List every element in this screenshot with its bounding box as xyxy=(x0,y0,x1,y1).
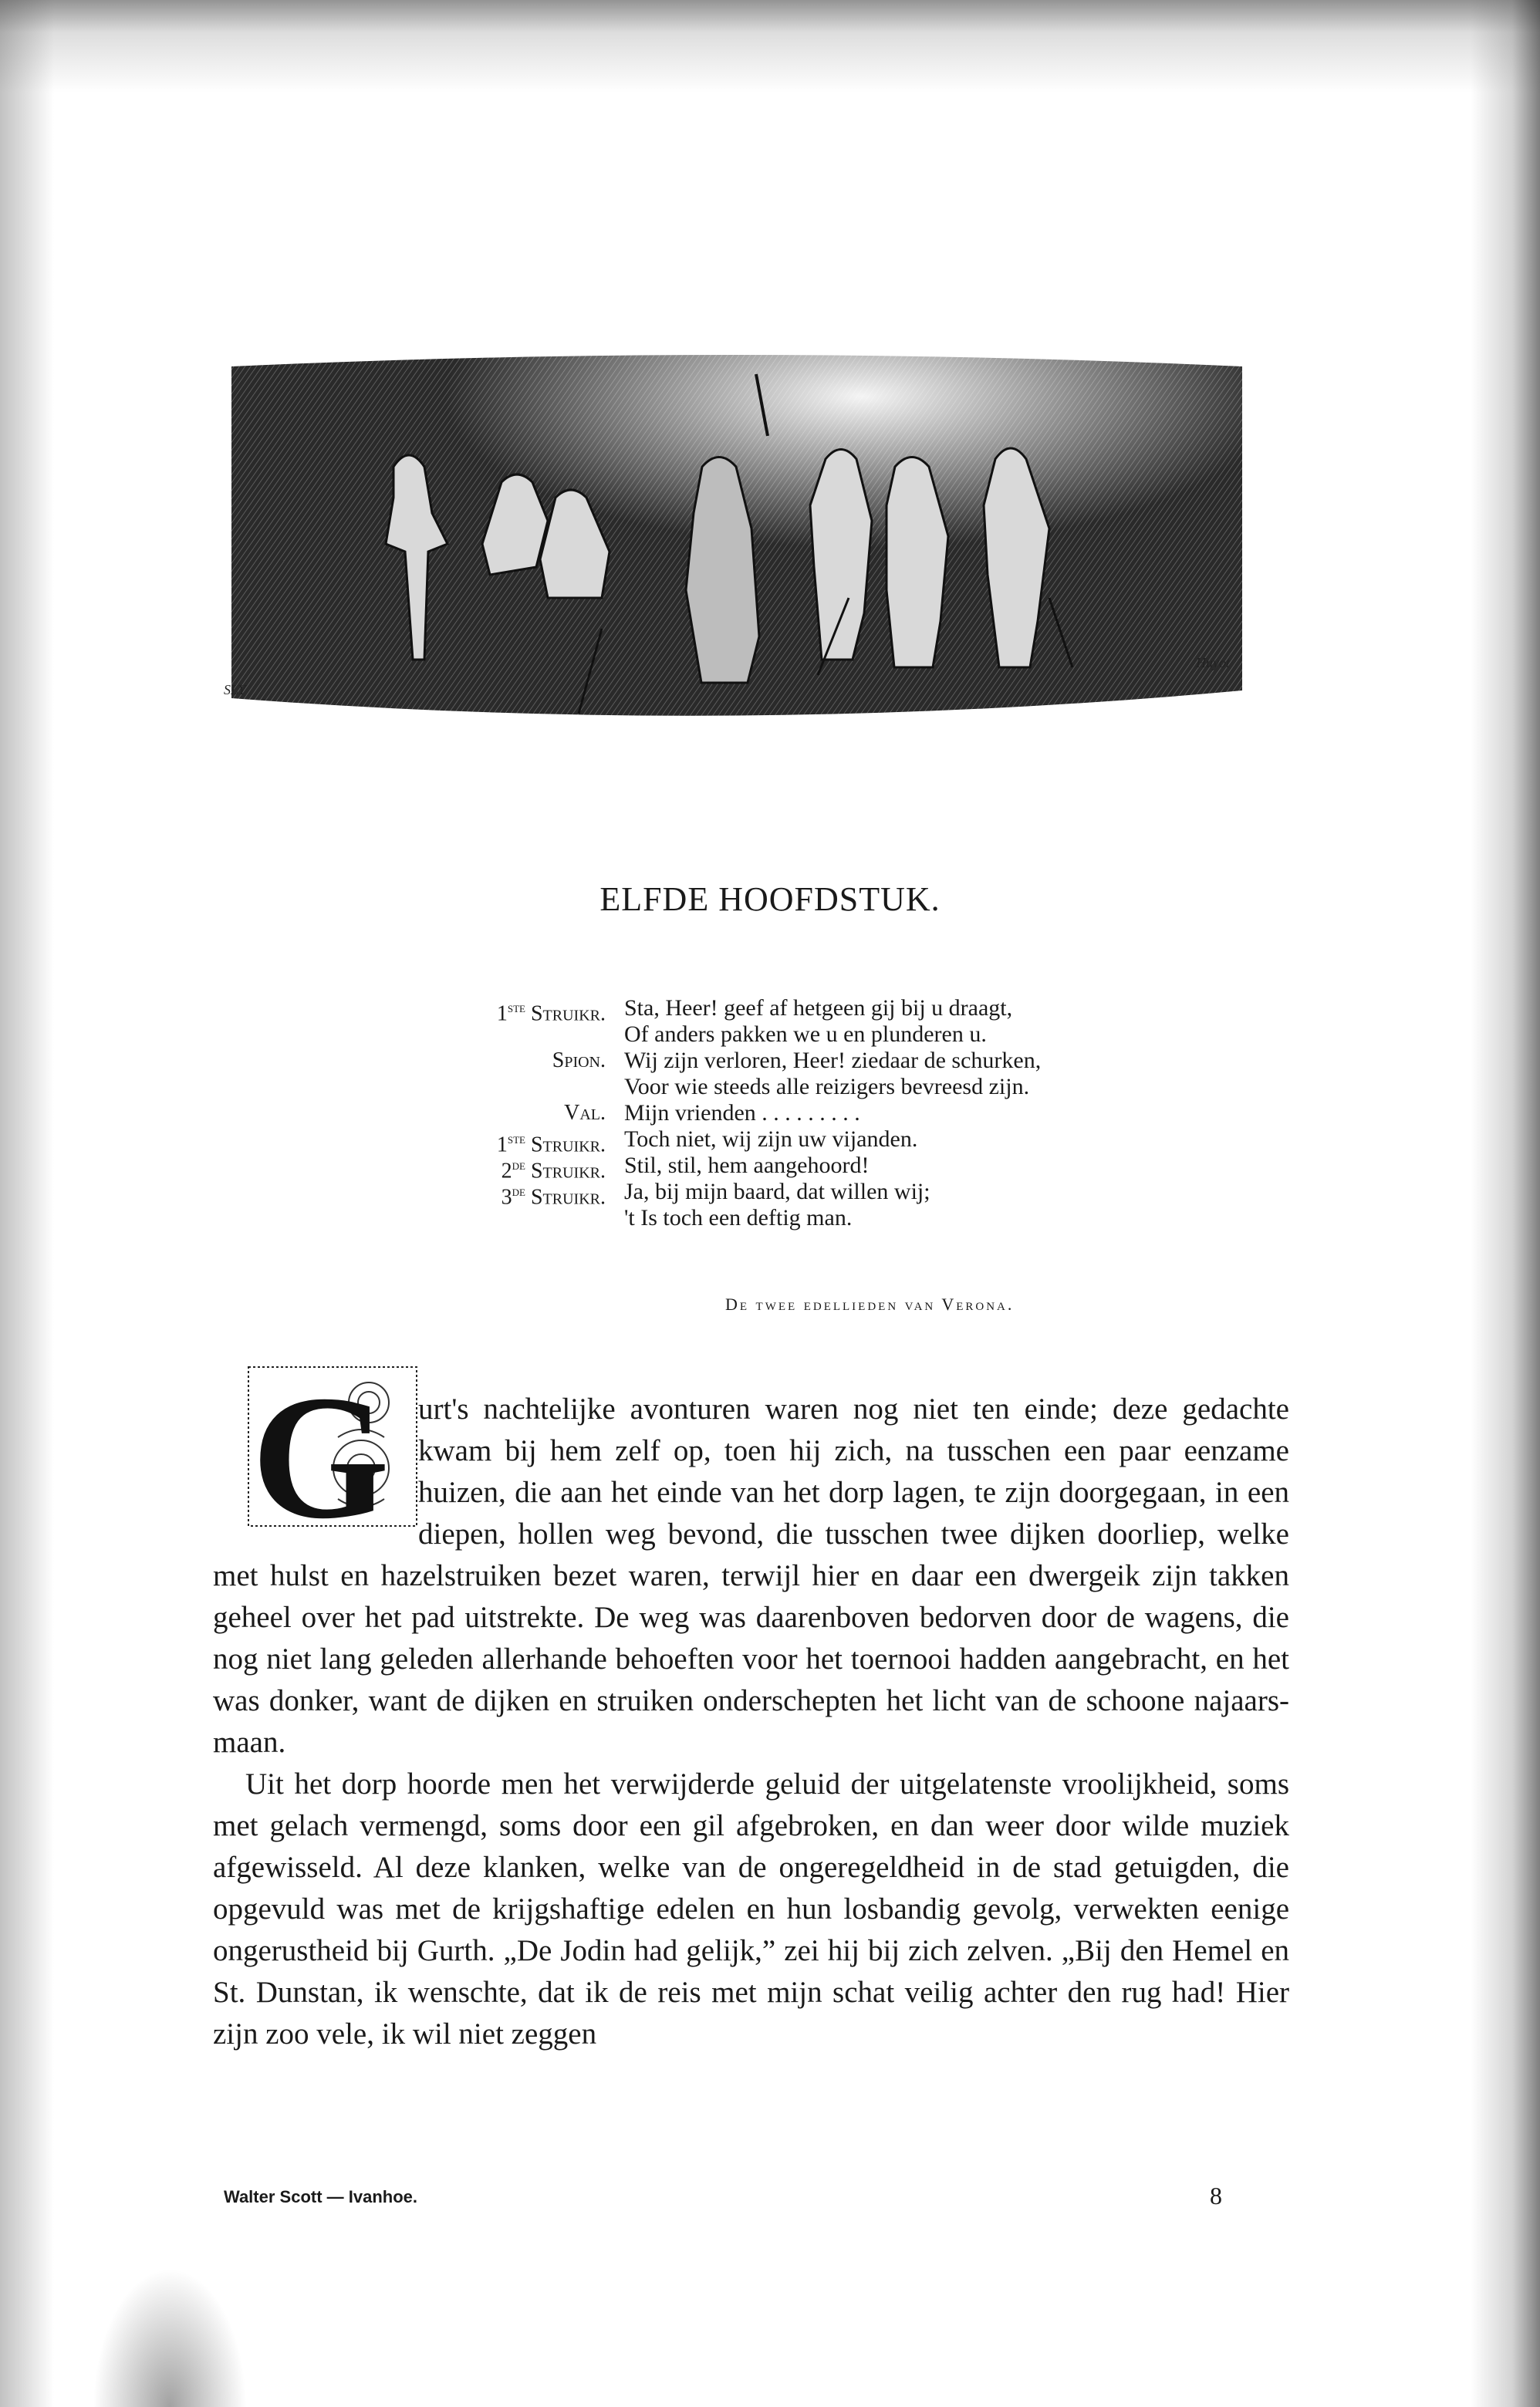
speaker-name: Spion. xyxy=(552,1048,606,1072)
speaker-ordinal: de xyxy=(512,1157,525,1173)
speaker-number: 1 xyxy=(496,1001,508,1026)
artist-signature-right: Huyot xyxy=(1196,655,1230,670)
speaker-number: 3 xyxy=(501,1185,512,1210)
motto-line: 't Is toch een deftig man. xyxy=(624,1205,853,1231)
motto-row xyxy=(417,1100,1265,1126)
speaker-name: Struikr. xyxy=(530,1159,606,1183)
footer-signature-number: 8 xyxy=(1210,2182,1222,2210)
motto-line: Ja, bij mijn baard, dat willen wij; xyxy=(624,1179,930,1204)
speaker-number: 1 xyxy=(496,1133,508,1157)
speaker-ordinal: ste xyxy=(507,1131,525,1147)
motto-line: Mijn vrienden . . . . . . . . . xyxy=(624,1100,860,1126)
motto-row xyxy=(417,1074,1265,1100)
motto-line: Sta, Heer! geef af hetgeen gij bij u draagt, xyxy=(624,995,1013,1021)
motto-row xyxy=(417,1153,1265,1183)
motto-row xyxy=(417,1126,1265,1157)
motto-row xyxy=(417,1205,1265,1231)
speaker-name: Val. xyxy=(564,1101,606,1125)
speaker-ordinal: ste xyxy=(507,1000,525,1016)
motto-block xyxy=(417,995,1265,1231)
speaker-name: Struikr. xyxy=(530,1133,606,1157)
speaker xyxy=(417,1126,624,1157)
motto-row xyxy=(417,995,1265,1026)
motto-source: De twee edellieden van Verona. xyxy=(725,1295,1015,1314)
motto-row xyxy=(417,1179,1265,1210)
motto-row xyxy=(417,1048,1265,1074)
speaker xyxy=(417,1179,624,1210)
motto-line: Voor wie steeds alle reizigers bevreesd zijn. xyxy=(624,1074,1030,1099)
speaker xyxy=(417,1153,624,1183)
scan-edge-right xyxy=(1471,0,1540,2407)
artist-signature-left: SLY xyxy=(224,682,246,697)
speaker xyxy=(417,995,624,1026)
speaker-ordinal: de xyxy=(512,1183,525,1200)
speaker-number: 2 xyxy=(501,1159,512,1183)
motto-line: Stil, stil, hem aangehoord! xyxy=(624,1153,870,1178)
motto-line: Toch niet, wij zijn uw vijanden. xyxy=(624,1126,918,1152)
body-text xyxy=(213,1389,1289,2055)
scan-edge-top xyxy=(0,0,1540,93)
chapter-title: ELFDE HOOFDSTUK. xyxy=(599,880,941,918)
speaker xyxy=(417,1048,624,1074)
speaker xyxy=(417,1100,624,1126)
footer-book-title: Walter Scott — Ivanhoe. xyxy=(224,2187,418,2206)
scan-edge-bottom xyxy=(93,2268,247,2407)
paragraph: urt's nachtelijke avonturen waren nog niet ten einde; deze gedachte kwam bij hem zelf op, toen hij zich, na tusschen een paar eenzame huizen, die aan het einde van het dorp lagen, te zijn doorgegaan, in een diepen, hollen weg bevond, die tusschen twee dijken doorliep, welke met hulst en hazelstruiken bezet waren, terwijl hier en daar een dwergeik zijn takken geheel over het pad uitstrekte. De weg was daarenboven bedorven door de wagens, die nog niet lang geleden allerhande behoeften voor het toernooi hadden aangebracht, en het was donker, want de dijken en struiken onderschepten het licht van de schoone najaars-maan. xyxy=(213,1393,1289,1759)
paragraph: Uit het dorp hoorde men het verwijderde geluid der uitgelatenste vroolijkheid, soms met gelach vermengd, soms door een gil afgebroken, en dan weer door wilde muziek afgewisseld. Al deze klanken, welke van de ongeregeldheid in de stad getuigden, die opgevuld was met de krijgshaftige edelen en hun losbandig gevolg, verwekten eenige ongerustheid bij Gurth. „De Jodin had gelijk,” zei hij bij zich zelven. „Bij den Hemel en St. Dunstan, ik wenschte, dat ik de reis met mijn schat veilig achter den rug had! Hier zijn zoo vele, ik wil niet zeggen xyxy=(213,1767,1289,2051)
speaker-name: Struikr. xyxy=(530,1001,606,1026)
speaker-name: Struikr. xyxy=(530,1185,606,1210)
motto-row xyxy=(417,1021,1265,1048)
motto-line: Of anders pakken we u en plunderen u. xyxy=(624,1021,987,1047)
chapter-illustration xyxy=(216,351,1258,729)
initial-letter: G xyxy=(252,1364,390,1529)
scan-edge-left xyxy=(0,0,54,2407)
motto-line: Wij zijn verloren, Heer! ziedaar de schurken, xyxy=(624,1048,1042,1073)
